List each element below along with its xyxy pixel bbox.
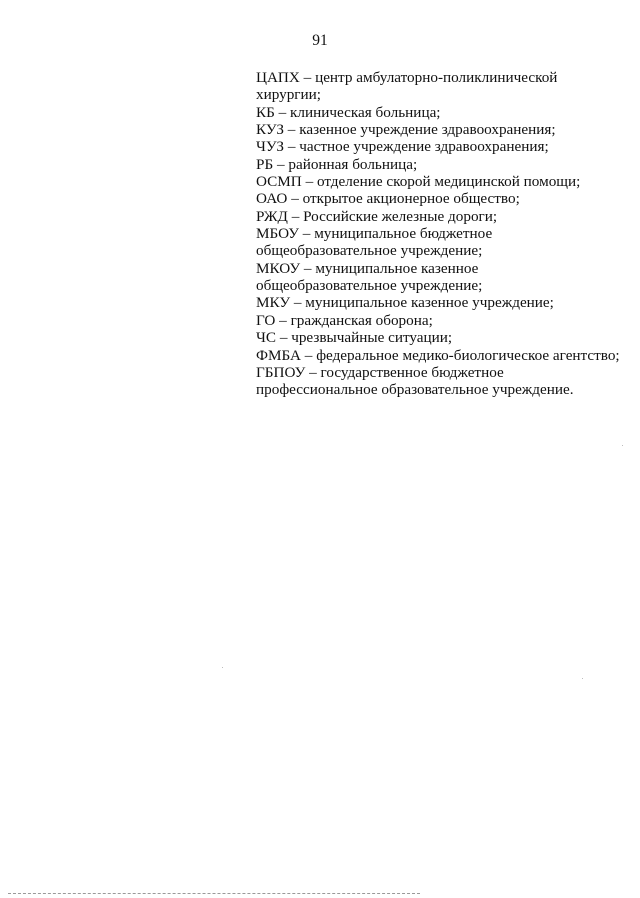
page-number: 91 — [312, 32, 328, 49]
abbreviation-list — [256, 69, 631, 399]
abbreviation-term: МКОУ — [256, 259, 301, 277]
scan-speck — [622, 445, 623, 446]
abbreviation-description: чрезвычайные ситуации; — [291, 329, 453, 347]
scan-speck — [222, 667, 223, 668]
abbreviation-line: ОАО – открытое акционерное общество; — [256, 190, 520, 208]
abbreviation-line: МКУ – муниципальное казенное учреждение; — [256, 294, 554, 312]
abbreviation-term: РБ — [256, 155, 274, 173]
abbreviation-term: ГО — [256, 311, 276, 329]
scan-speck — [582, 678, 583, 679]
abbreviation-description: отделение скорой медицинской помощи; — [316, 173, 581, 191]
abbreviation-term: КБ — [256, 103, 275, 121]
abbreviation-term: ЧУЗ — [256, 138, 285, 156]
abbreviation-description: частное учреждение здравоохранения; — [299, 138, 549, 156]
abbreviation-line: РБ – районная больница; — [256, 155, 418, 173]
abbreviation-line: МБОУ – муниципальное бюджетное — [256, 225, 493, 243]
abbreviation-line: ЧС – чрезвычайные ситуации; — [256, 329, 453, 347]
abbreviation-term: КУЗ — [256, 121, 284, 139]
abbreviation-description-continuation: профессиональное образовательное учреждение. — [256, 381, 574, 399]
abbreviation-line: ГО – гражданская оборона; — [256, 311, 433, 329]
abbreviation-term: ГБПОУ — [256, 363, 306, 381]
abbreviation-line-continuation — [256, 242, 631, 259]
abbreviation-description: клиническая больница; — [290, 103, 441, 121]
abbreviation-description-continuation: общеобразовательное учреждение; — [256, 242, 483, 260]
abbreviation-term: РЖД — [256, 207, 288, 225]
abbreviation-line: ФМБА – федеральное медико-биологическое агентство; — [256, 346, 620, 364]
abbreviation-description: гражданская оборона; — [290, 311, 433, 329]
abbreviation-description: федеральное медико-биологическое агентство; — [316, 346, 620, 364]
abbreviation-description: открытое акционерное общество; — [302, 190, 520, 208]
abbreviation-line: ГБПОУ – государственное бюджетное — [256, 363, 504, 381]
abbreviation-line-continuation — [256, 86, 631, 103]
abbreviation-line-continuation — [256, 381, 631, 398]
abbreviation-description: центр амбулаторно-поликлинической — [315, 69, 558, 86]
abbreviation-description: муниципальное казенное учреждение; — [305, 294, 554, 312]
abbreviation-term: МБОУ — [256, 225, 299, 243]
abbreviation-term: ЧС — [256, 329, 277, 347]
abbreviation-line: КБ – клиническая больница; — [256, 103, 441, 121]
abbreviation-description: муниципальное бюджетное — [314, 225, 493, 243]
abbreviation-line-continuation — [256, 277, 631, 294]
abbreviation-description-continuation: общеобразовательное учреждение; — [256, 277, 483, 295]
abbreviation-description-continuation: хирургии; — [256, 86, 322, 104]
abbreviation-term: ФМБА — [256, 346, 301, 364]
abbreviation-term: МКУ — [256, 294, 291, 312]
abbreviation-line: ЦАПХ – центр амбулаторно-поликлинической — [256, 69, 558, 86]
abbreviation-description: казенное учреждение здравоохранения; — [299, 121, 556, 139]
abbreviation-description: муниципальное казенное — [315, 259, 479, 277]
abbreviation-description: государственное бюджетное — [320, 363, 504, 381]
abbreviation-line: МКОУ – муниципальное казенное — [256, 259, 479, 277]
abbreviation-line: ЧУЗ – частное учреждение здравоохранения; — [256, 138, 549, 156]
abbreviation-line: ОСМП – отделение скорой медицинской помощи; — [256, 173, 581, 191]
abbreviation-line: РЖД – Российские железные дороги; — [256, 207, 498, 225]
abbreviation-line: КУЗ – казенное учреждение здравоохранения; — [256, 121, 556, 139]
scan-edge-line — [8, 893, 420, 894]
abbreviation-term: ОСМП — [256, 173, 302, 191]
abbreviation-description: районная больница; — [288, 155, 418, 173]
abbreviation-term: ОАО — [256, 190, 288, 208]
abbreviation-term: ЦАПХ — [256, 69, 300, 86]
abbreviation-description: Российские железные дороги; — [303, 207, 498, 225]
